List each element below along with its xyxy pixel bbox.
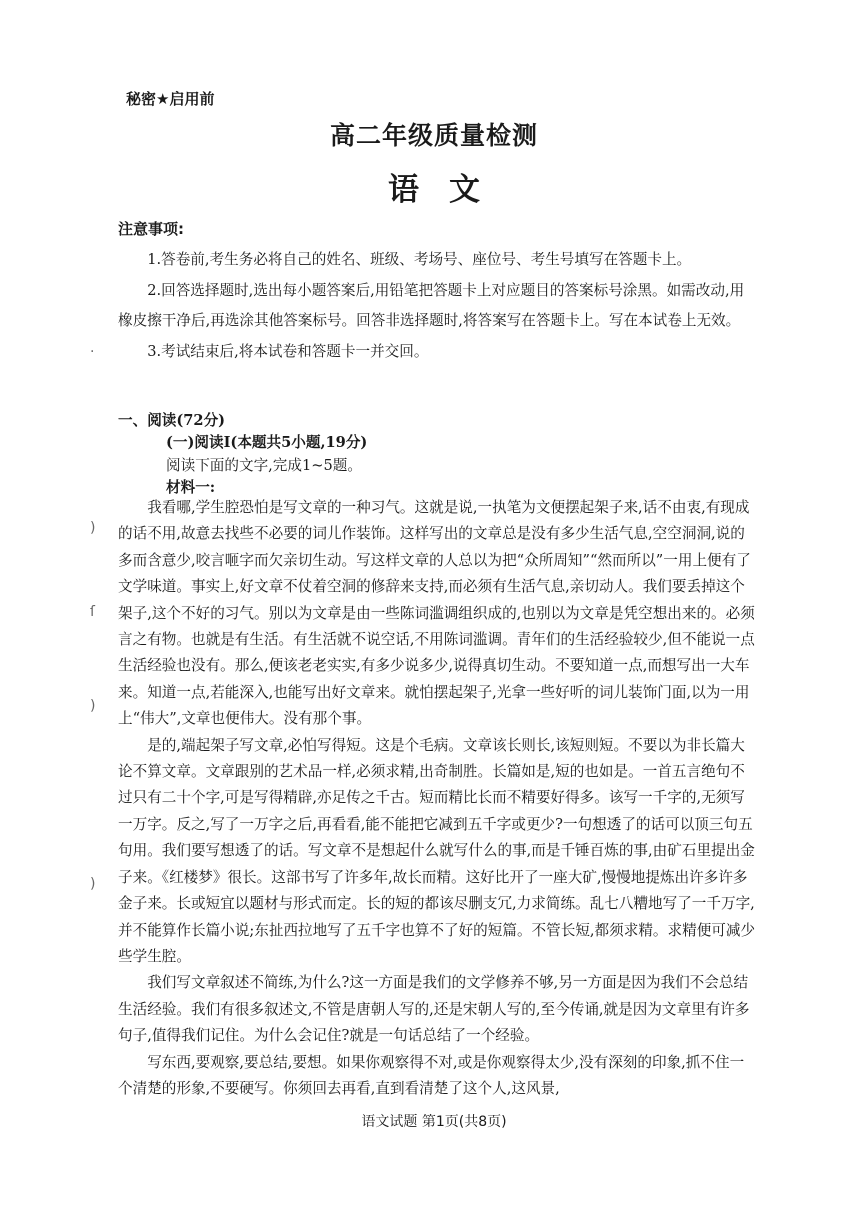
article-paragraph: 是的,端起架子写文章,必怕写得短。这是个毛病。文章该长则长,该短则短。不要以为非长篇大论不算文章。文章跟别的艺术品一样,必须求精,出奇制胜。长篇如是,短的也如是。一首五言绝句不过只有二十个字,可是写得精辟,亦足传之千古。短而精比长而不精要好得多。该写一千字的,无须写一万字。反之,写了一万字之后,再看看,能不能把它减到五千字或更少?一句想透了的话可以顶三句五句用。我们要写想透了的话。写文章不是想起什么就写什么的事,而是千锤百炼的事,由矿石里提出金子来。《红楼梦》很长。这部书写了许多年,故长而精。这好比开了一座大矿,慢慢地提炼出许多许多金子来。长或短宜以题材与形式而定。长的短的都该尽删支冗,力求简练。乱七八糟地写了一千万字,并不能算作长篇小说;东扯西拉地写了五千字也算不了好的短篇。不管长短,都须求精。求精便可减少些学生腔。 <box>118 736 756 965</box>
page-footer: 语文试题 第1页(共8页) <box>361 1114 507 1130</box>
secret-label: 秘密★启用前 <box>126 90 215 108</box>
article-paragraph: 我看哪,学生腔恐怕是写文章的一种习气。这就是说,一执笔为文便摆起架子来,话不由衷,有现成的话不用,故意去找些不必要的词儿作装饰。这样写出的文章总是没有多少生活气息,空空洞洞,说的多而含意少,咬言咂字而欠亲切生动。写这样文章的人总以为把“众所周知”“然而所以”一用上便有了文学味道。事实上,好文章不仗着空洞的修辞来支持,而必须有生活气息,亲切动人。我们要丢掉这个架子,这个不好的习气。别以为文章是由一些陈词滥调组织成的,也别以为文章是凭空想出来的。必须言之有物。也就是有生活。有生活就不说空话,不用陈词滥调。青年们的生活经验较少,但不能说一点生活经验也没有。那么,便该老老实实,有多少说多少,说得真切生动。不要知道一点,而想写出一大车来。知道一点,若能深入,也能写出好文章来。就怕摆起架子,光拿一些好听的词儿装饰门面,以为一用上“伟大”,文章也便伟大。没有那个事。 <box>118 499 755 728</box>
article-paragraph: 写东西,要观察,要总结,要想。如果你观察得不对,或是你观察得太少,没有深刻的印象,抓不住一个清楚的形象,不要硬写。你须回去再看,直到看清楚了这个人,这风景, <box>118 1053 745 1097</box>
note-item: 3.考试结束后,将本试卷和答题卡一并交回。 <box>147 342 429 360</box>
note-item: 1.答卷前,考生务必将自己的姓名、班级、考场号、座位号、考生号填写在答题卡上。 <box>147 251 692 268</box>
binding-mark: ) <box>90 876 96 892</box>
binding-mark: ſ <box>90 604 95 620</box>
binding-mark: ) <box>90 520 96 536</box>
part-heading: (一)阅读Ⅰ(本题共5小题,19分) <box>166 434 368 451</box>
article-body <box>118 495 758 1102</box>
notes-list <box>118 245 758 367</box>
article-paragraph: 我们写文章叙述不简练,为什么?这一方面是我们的文学修养不够,另一方面是因为我们不会总结生活经验。我们有很多叙述文,不管是唐朝人写的,还是宋朝人写的,至今传诵,就是因为文章里有许多句子,值得我们记住。为什么会记住?就是一句话总结了一个经验。 <box>118 974 750 1045</box>
subject-title: 语文 <box>388 172 510 208</box>
binding-mark: · <box>90 344 95 360</box>
page-title: 高二年级质量检测 <box>329 121 538 150</box>
section-heading: 一、阅读(72分) <box>118 412 226 429</box>
note-item: 2.回答选择题时,选出每小题答案后,用铅笔把答题卡上对应题目的答案标号涂黑。如需改动,用橡皮擦干净后,再选涂其他答案标号。回答非选择题时,将答案写在答题卡上。写在本试卷上无效。 <box>118 281 745 329</box>
notes-heading: 注意事项: <box>118 220 184 238</box>
material-label: 材料一: <box>166 479 216 496</box>
reading-instruction: 阅读下面的文字,完成1~5题。 <box>166 457 362 474</box>
binding-mark: ) <box>90 698 96 714</box>
